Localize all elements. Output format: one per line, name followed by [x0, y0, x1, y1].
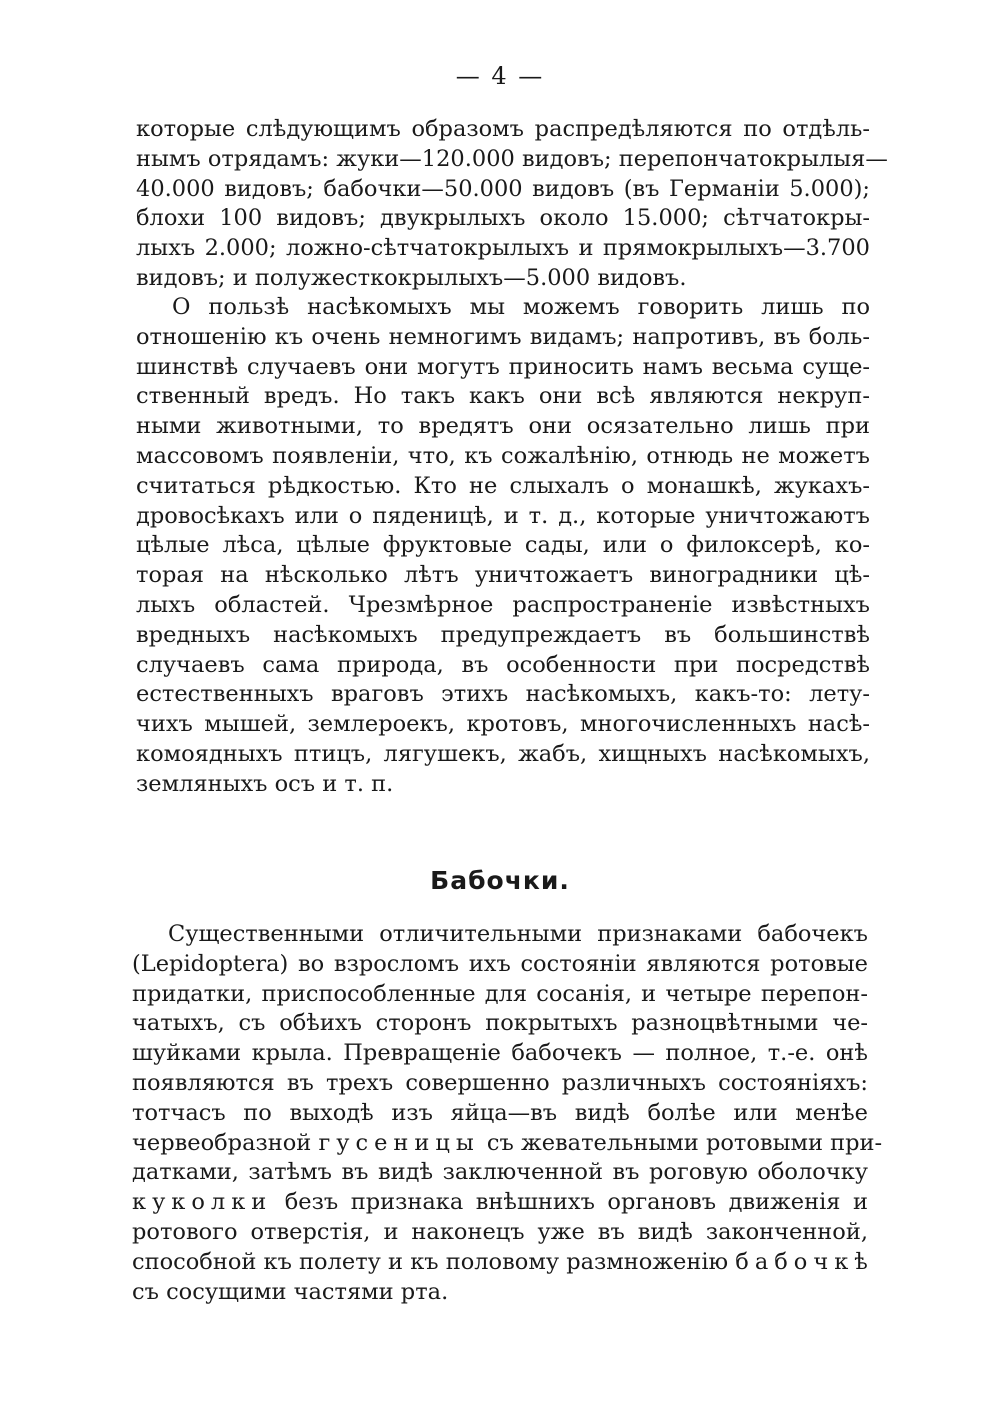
text-line: ственный вредъ. Но такъ какъ они всѣ являются некруп-	[136, 383, 870, 410]
paragraph-butterflies	[132, 920, 883, 1307]
text-line: съ сосущими частями рта.	[132, 1278, 449, 1305]
text-line: случаевъ сама природа, въ особенности при посредствѣ	[136, 651, 870, 678]
text-line: появляются въ трехъ совершенно различныхъ состояніяхъ:	[132, 1069, 868, 1096]
text-line: блохи 100 видовъ; двукрылыхъ около 15.000; сѣтчатокры-	[136, 205, 870, 232]
page-number: — 4 —	[455, 62, 545, 90]
paragraph-insect-harm	[136, 293, 870, 800]
text-line: датками, затѣмъ въ видѣ заключенной въ роговую оболочку	[132, 1159, 868, 1186]
text-line: тотчасъ по выходѣ изъ яйца—въ видѣ болѣе или менѣе	[132, 1099, 868, 1126]
text-line: комоядныхъ птицъ, лягушекъ, жабъ, хищныхъ насѣкомыхъ,	[136, 740, 870, 767]
text-line: (Lepidoptera) во взросломъ ихъ состояніи являются ротовые	[132, 950, 868, 977]
text-line: нымъ отрядамъ: жуки—120.000 видовъ; перепончатокрылыя—	[136, 145, 888, 172]
text-line: лыхъ 2.000; ложно-сѣтчатокрылыхъ и прямокрылыхъ—3.700	[136, 235, 870, 262]
text-line: земляныхъ осъ и т. п.	[136, 770, 394, 797]
text-fragment: способной къ полету и къ половому размноженію	[132, 1248, 736, 1275]
text-line: чатыхъ, съ обѣихъ сторонъ покрытыхъ разноцвѣтными че-	[132, 1010, 868, 1037]
text-fragment: съ жевательными ротовыми при-	[479, 1129, 883, 1156]
text-fragment: безъ признака внѣшнихъ органовъ движенія и	[272, 1189, 868, 1216]
text-line: придатки, приспособленные для сосанія, и четыре перепон-	[132, 980, 868, 1007]
text-line: торая на нѣсколько лѣтъ уничтожаетъ виноградники цѣ-	[136, 562, 870, 589]
text-line: Существенными отличительными признаками бабочекъ	[168, 921, 868, 947]
spaced-term: бабочкѣ	[735, 1248, 874, 1275]
text-line: видовъ; и полужесткокрылыхъ—5.000 видовъ.	[136, 264, 687, 291]
text-line: 40.000 видовъ; бабочки—50.000 видовъ (въ Германіи 5.000);	[136, 175, 870, 202]
text-line: дровосѣкахъ или о пяденицѣ, и т. д., которые уничтожаютъ	[136, 502, 870, 529]
text-line: чихъ мышей, землероекъ, кротовъ, многочисленныхъ насѣ-	[136, 711, 870, 738]
text-line: лыхъ областей. Чрезмѣрное распространеніе извѣстныхъ	[136, 591, 870, 618]
text-line: вредныхъ насѣкомыхъ предупреждаетъ въ большинствѣ	[136, 621, 870, 648]
text-line: считаться рѣдкостью. Кто не слыхалъ о монашкѣ, жукахъ-	[136, 472, 870, 499]
text-line: ными животными, то вредятъ они осязательно лишь при	[136, 413, 870, 440]
text-line: отношенію къ очень немногимъ видамъ; напротивъ, въ боль-	[136, 323, 870, 350]
text-line: шуйками крыла. Превращеніе бабочекъ — полное, т.-е. онѣ	[132, 1040, 868, 1067]
text-line	[132, 1129, 883, 1159]
text-fragment: червеобразной	[132, 1129, 319, 1156]
text-line: цѣлые лѣса, цѣлые фруктовые сады, или о филоксерѣ, ко-	[136, 532, 870, 559]
paragraph-insect-orders	[136, 115, 888, 294]
text-line: шинствѣ случаевъ они могутъ приносить намъ весьма суще-	[136, 353, 870, 380]
text-line: О пользѣ насѣкомыхъ мы можемъ говорить лишь по	[172, 294, 870, 320]
text-line: которые слѣдующимъ образомъ распредѣляются по отдѣль-	[136, 116, 870, 142]
text-line	[132, 1248, 874, 1278]
text-line: ротового отверстія, и наконецъ уже въ видѣ законченной,	[132, 1218, 868, 1245]
spaced-term: гусеницы	[318, 1129, 480, 1156]
section-heading: Бабочки.	[430, 866, 570, 895]
spaced-term: куколки	[132, 1189, 273, 1216]
text-line: естественныхъ враговъ этихъ насѣкомыхъ, какъ-то: лету-	[136, 681, 870, 708]
text-line: массовомъ появленіи, что, къ сожалѣнію, отнюдь не можетъ	[136, 442, 870, 469]
text-line	[132, 1188, 868, 1218]
